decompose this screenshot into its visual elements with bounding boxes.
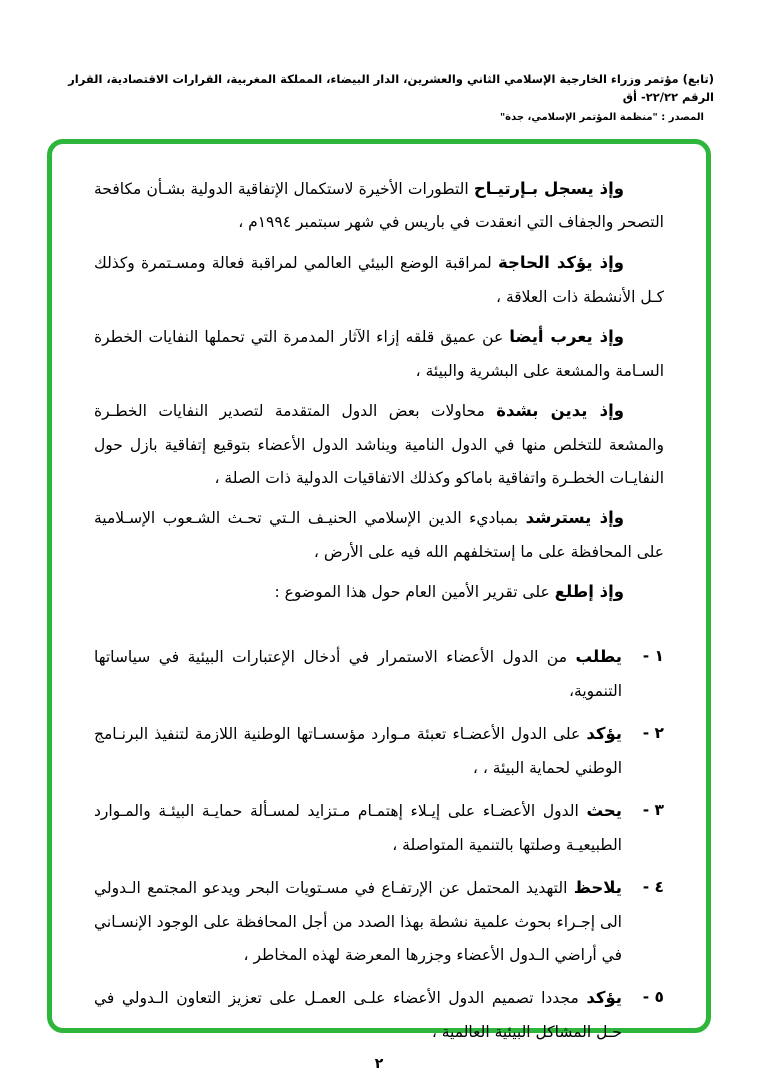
item-text: من الدول الأعضاء الاستمرار في أدخال الإعتبارات البيئية في سياساتها التنموية، xyxy=(94,647,622,700)
paragraph xyxy=(94,172,664,239)
header-source-line xyxy=(40,112,714,123)
list-item xyxy=(94,981,664,1048)
list-item xyxy=(94,640,664,707)
paragraph-lead: وإذ يؤكد الحاجة xyxy=(497,252,624,272)
paragraph xyxy=(94,501,664,568)
paragraph xyxy=(94,394,664,494)
paragraph-lead: وإذ إطلع xyxy=(554,582,624,602)
item-lead: يؤكد xyxy=(586,988,622,1008)
paragraph-text: محاولات بعض الدول المتقدمة لتصدير النفايات الخطـرة والمشعة للتخلص منها في الدول النامية ويناشد الدول الأعضاء بتوقيع إتفاقية بازل حول النفايـات الخطـرة واتفاقية باماكو وكذلك الاتفاقيات الدولية ذات الصلة ، xyxy=(94,402,664,487)
item-number: ٣ - xyxy=(642,801,664,820)
paragraph-lead: وإذ يسترشد xyxy=(525,508,624,528)
paragraph-lead: وإذ يعرب أيضا xyxy=(509,327,624,347)
item-text: مجددا تصميم الدول الأعضاء علـى العمـل على تعزيز التعاون الـدولي في حـل المشاكل البيئية العالمية ، xyxy=(94,989,622,1041)
list-item xyxy=(94,794,664,861)
item-number: ٤ - xyxy=(642,878,664,897)
item-lead: يحث xyxy=(586,801,622,821)
paragraph-text: عن عميق قلقه إزاء الآثار المدمرة التي تحملها النفايات الخطرة السـامة والمشعة على البشرية والبيئة ، xyxy=(94,328,664,380)
numbered-list xyxy=(94,640,664,1048)
paragraph-text: لمراقبة الوضع البيئي العالمي لمراقبة فعالة ومسـتمرة وكذلك كـل الأنشطة ذات العلاقة ، xyxy=(94,253,664,306)
paragraph-text: على تقرير الأمين العام حول هذا الموضوع : xyxy=(274,583,550,602)
paragraph-text: بمباديء الدين الإسلامي الحنيـف الـتي تحـث الشـعوب الإسـلامية على المحافظة على ما إستخلفهم الله فيه على الأرض ، xyxy=(94,509,664,561)
paragraph-lead: وإذ يسجل بـإرتيـاح xyxy=(473,178,624,198)
item-number: ٢ - xyxy=(642,724,664,743)
list-item xyxy=(94,871,664,971)
item-text: الدول الأعضـاء على إيـلاء إهتمـام مـتزايد لمسـألة حمايـة البيئـة والمـوارد الطبيعيـة وصلتها بالتنمية المتواصلة ، xyxy=(94,802,622,854)
source-value: "منظمة المؤتمر الإسلامي، جدة" xyxy=(499,111,658,123)
item-number: ١ - xyxy=(642,646,664,665)
page-number: ٢ xyxy=(374,1056,384,1072)
paragraph-lead: وإذ يدين بشدة xyxy=(496,401,624,421)
item-text: على الدول الأعضـاء تعبئة مـوارد مؤسسـاتها الوطنية اللازمة لتنفيذ البرنـامج الوطني لحماية البيئة ، ، xyxy=(94,725,622,777)
paragraph-text: التطورات الأخيرة لاستكمال الإتفاقية الدولية بشـأن مكافحة التصحر والجفاف التي انعقدت في باريس في شهر سبتمبر ١٩٩٤م ، xyxy=(94,179,664,232)
item-text: التهديد المحتمل عن الإرتفـاع في مسـتويات البحر ويدعو المجتمع الـدولي الى إجـراء بحوث علمية نشطة بهذا الصدد من أجل المحافظة على الوجود الإنسـاني في أراضي الـدول الأعضاء وجزرها المعرضة لهذه المخاطر ، xyxy=(94,879,622,964)
paragraph xyxy=(94,320,664,387)
content-frame xyxy=(47,139,711,1041)
paragraph xyxy=(94,246,664,313)
item-lead: يلاحظ xyxy=(573,878,622,898)
item-lead: يؤكد xyxy=(586,724,622,744)
header-title: (تابع) مؤتمر وزراء الخارجية الإسلامي الثاني والعشرين، الدار البيضاء، المملكة المغربية، القرارات الاقتصادية، القرار الرقم ٢٢/٢٢- أق xyxy=(68,72,714,105)
item-lead: يطلب xyxy=(575,646,622,666)
document-header xyxy=(0,0,758,123)
item-number: ٥ - xyxy=(642,988,664,1007)
list-item xyxy=(94,717,664,784)
paragraph xyxy=(94,575,664,610)
source-label: المصدر : xyxy=(661,111,704,123)
